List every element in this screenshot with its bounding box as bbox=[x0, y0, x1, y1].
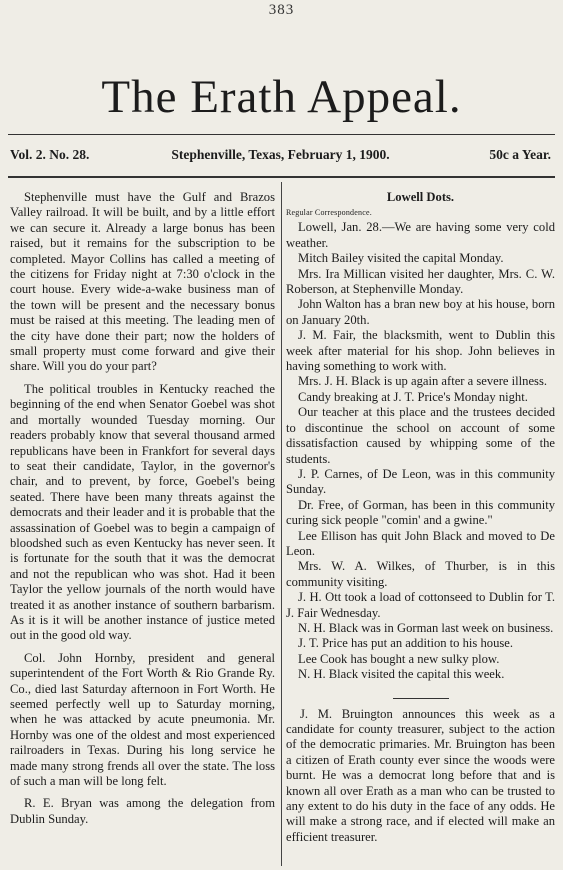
article-hornby: Col. John Hornby, president and general superintendent of the Fort Worth & Rio Grande Ry. Co., died last Saturday afternoon in Fort Worth. He seemed perfectly well up to Saturday morning, when he was attacked by acute pneumonia. Mr. Hornby was one of the oldest and most experienced railroaders in Texas. During his long service he made many strong frends all over the state. The loss of such a man will be long felt. bbox=[10, 650, 275, 789]
column-divider bbox=[281, 182, 282, 866]
page-number: 383 bbox=[268, 2, 295, 18]
news-item: N. H. Black was in Gorman last week on business. bbox=[298, 620, 554, 635]
left-column bbox=[10, 190, 275, 834]
news-item: Lee Ellison has quit John Black and moved to De Leon. bbox=[286, 528, 555, 558]
news-item: Candy breaking at J. T. Price's Monday night. bbox=[298, 389, 528, 404]
article-bryan: R. E. Bryan was among the delegation from Dublin Sunday. bbox=[10, 796, 275, 826]
news-item: J. T. Price has put an addition to his house. bbox=[298, 636, 514, 651]
lowell-dots-subheading: Regular Correspondence. bbox=[286, 208, 372, 218]
news-item: Lee Cook has bought a new sulky plow. bbox=[298, 651, 500, 666]
news-item: J. H. Ott took a load of cottonseed to Dublin for T. J. Fair Wednesday. bbox=[286, 590, 555, 620]
announcement-bruington: J. M. Bruington announces this week as a candidate for county treasurer, subject to the action of the democratic primaries. Mr. Bruington has been a citizen of Erath county ever since the woods were burnt. He was a democrat long before that and is known all over Erath as a man who can be trusted to any extent to do his duty in the face of any odds. He will make a strong race, and if elected will make an efficient treasurer. bbox=[286, 706, 555, 844]
news-item: J. M. Fair, the blacksmith, went to Dublin this week after material for his shop. John believes in having something to work with. bbox=[286, 328, 555, 374]
masthead-title: The Erath Appeal. bbox=[101, 71, 462, 123]
masthead-rule bbox=[8, 134, 555, 135]
news-item: Lowell, Jan. 28.—We are having some very cold weather. bbox=[286, 220, 555, 250]
dateline-volume: Vol. 2. No. 28. bbox=[10, 147, 90, 162]
section-separator bbox=[393, 698, 449, 699]
news-item: J. P. Carnes, of De Leon, was in this community Sunday. bbox=[286, 466, 555, 497]
news-item: Dr. Free, of Gorman, has been in this community curing sick people "comin' and a gwine." bbox=[286, 497, 555, 528]
news-item: N. H. Black visited the capital this week. bbox=[298, 667, 505, 682]
news-item: Mrs. W. A. Wilkes, of Thurber, is in this community visiting. bbox=[286, 559, 555, 589]
news-item: John Walton has a bran new boy at his house, born on January 20th. bbox=[286, 297, 555, 327]
article-kentucky: The political troubles in Kentucky reached the beginning of the end when Senator Goebel was shot and mortally wounded Tuesday morning. Our readers probably know that several thousand armed republicans have been in Frankfort for several days to seat their candidate, Taylor, in the governor's chair, and to prevent, by force, Goebel's being seated. There have been many threats against the democrats and their leader and it is probable that the assassination of Goebel was to begin a campaign of bloodshed such as even Kentucky has never seen. It is fortunate for the south that it was the democrat and not the republican who was shot. Had it been Taylor the yellow journals of the north would have treated it as another instance of southern barbarism. As it is it will be another instance of justice meted out in the good old way. bbox=[10, 381, 275, 643]
news-item: Mrs. Ira Millican visited her daughter, Mrs. C. W. Roberson, at Stephenville Monday. bbox=[286, 266, 555, 297]
dateline-rule bbox=[8, 176, 555, 180]
dateline-price: 50c a Year. bbox=[489, 147, 551, 162]
right-column bbox=[286, 190, 555, 845]
news-item: Mitch Bailey visited the capital Monday. bbox=[298, 251, 504, 266]
news-item: Our teacher at this place and the trustees decided to discontinue the school on account of some dissatisfaction caused by whipping some of the students. bbox=[286, 405, 555, 466]
article-railroad: Stephenville must have the Gulf and Brazos Valley railroad. It will be built, and by a little effort we can secure it. Already a large bonus has been raised, but it remains for the subscription to be completed. Mayor Collins has called a meeting of the citizens for Friday night at 7:30 o'clock in the court house. Every wide-a-wake business man of the town will be present and the necessary bonus must be raised at this meeting. The leading men of the city have done their part; now the holders of small property must come forward and give their share. Will you do your part? bbox=[10, 190, 275, 374]
lowell-dots-heading: Lowell Dots. bbox=[386, 190, 455, 204]
news-item: Mrs. J. H. Black is up again after a severe illness. bbox=[298, 374, 548, 389]
dateline-place-date: Stephenville, Texas, February 1, 1900. bbox=[171, 147, 390, 162]
